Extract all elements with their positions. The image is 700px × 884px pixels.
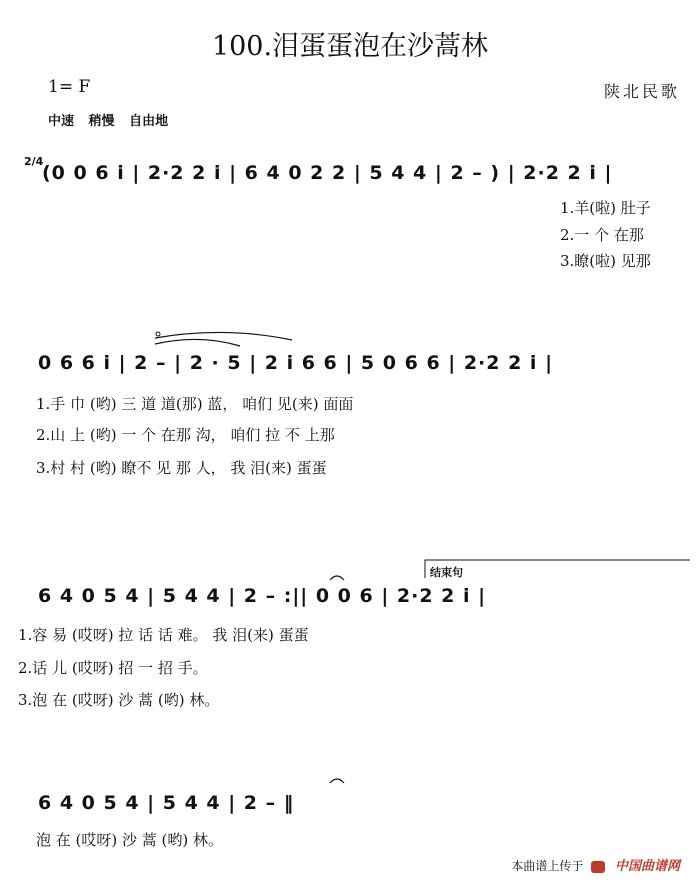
tempo-mark: 自由地: [129, 114, 169, 129]
footer-credit: [511, 855, 680, 874]
system-3-lyric-2: 2.话 儿 (哎呀) 招 一 招 手。: [18, 659, 208, 677]
system-3-notes: 6 4 0 5 4 | 5 4 4 | 2 – :|| 0 0 6 | 2·2 2 i |: [38, 585, 487, 607]
system-1-lyric-1: 1.羊(啦) 肚子: [560, 199, 651, 217]
site-logo-icon: [591, 861, 605, 873]
system-2-lyric-1: 1.手 巾 (哟) 三 道 道(那) 蓝， 咱们 见(来) 面面: [36, 395, 354, 413]
system-3-lyric-1: 1.容 易 (哎呀) 拉 话 话 难。 我 泪(来) 蛋蛋: [18, 626, 309, 644]
slur-arc: [155, 339, 240, 346]
system-3-lyric-3: 3.泡 在 (哎呀) 沙 蒿 (哟) 林。: [18, 691, 220, 709]
page-title: 100.泪蛋蛋泡在沙蒿林: [211, 31, 489, 62]
fermata-mark: [330, 779, 344, 783]
system-2-notes: 0 6 6 i | 2 – | 2 · 5 | 2 i 6 6 | 5 0 6 6 | 2·2 2 i |: [38, 352, 554, 374]
footer-site: 中国曲谱网: [614, 859, 680, 874]
fermata-mark: [330, 576, 344, 580]
fermata-mark: [156, 332, 160, 336]
tie-arc: [155, 332, 292, 340]
system-4-lyric: 泡 在 (哎呀) 沙 蒿 (哟) 林。: [36, 831, 224, 849]
footer-text: 本曲谱上传于: [511, 859, 584, 873]
system-1-lyric-2: 2.一 个 在那: [560, 226, 644, 244]
system-2-lyric-2: 2.山 上 (哟) 一 个 在那 沟， 咱们 拉 不 上那: [36, 426, 335, 444]
ending-label: 结束句: [430, 566, 463, 579]
ending-bracket: [425, 560, 690, 578]
tempo-mark: 中速: [48, 114, 75, 129]
system-2-lyric-3: 3.村 村 (哟) 瞭不 见 那 人， 我 泪(来) 蛋蛋: [36, 459, 327, 477]
key-signature: 1= F: [48, 77, 91, 97]
song-source: 陕北民歌: [603, 82, 680, 101]
system-4-notes: 6 4 0 5 4 | 5 4 4 | 2 – ‖: [38, 792, 295, 814]
system-1-notes: (0 0 6 i | 2·2 2 i | 6 4 0 2 2 | 5 4 4 | 2 – ) | 2·2 2 i |: [42, 162, 613, 184]
tempo-mark: 稍慢: [88, 114, 115, 129]
time-signature-text: 2/4: [24, 155, 44, 168]
system-1-lyric-3: 3.瞭(啦) 见那: [560, 252, 651, 270]
